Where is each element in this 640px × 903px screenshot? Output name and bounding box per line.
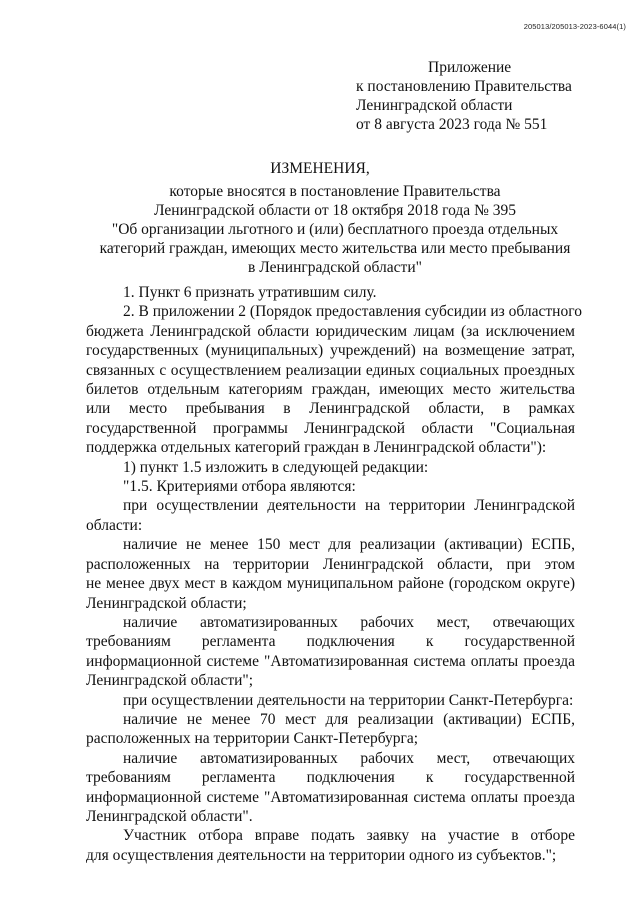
paragraph [86, 477, 575, 496]
paragraph-line: информационной системе "Автоматизированная система оплаты проезда [86, 788, 575, 806]
paragraph-line: поддержка отдельных категорий граждан в Ленинградской области"): [86, 439, 547, 457]
subtitle-line: которые вносятся в постановление Правительства [169, 183, 501, 200]
subtitle-line: в Ленинградской области" [248, 259, 422, 276]
paragraph-line: билетов отдельным категориям граждан, имеющих место жительства [86, 381, 575, 399]
document-id: 205013/205013-2023-6044(1) [523, 22, 626, 31]
paragraph-line: Ленинградской области; [86, 594, 247, 612]
paragraph-line: расположенных на территории Ленинградской области, при этом [86, 555, 575, 573]
paragraph-line: государственной программы Ленинградской области "Социальная [86, 419, 575, 437]
paragraph-line: "1.5. Критериями отбора являются: [123, 478, 356, 496]
paragraph [86, 826, 575, 865]
paragraph-line: Ленинградской области"; [86, 672, 254, 690]
subtitle-line: категорий граждан, имеющих место жительства или место пребывания [99, 240, 571, 257]
paragraph-line: области: [86, 516, 143, 534]
appendix-block [356, 58, 572, 134]
document-heading: ИЗМЕНЕНИЯ, [270, 160, 370, 177]
paragraph-line: или место пребывания в Ленинградской области, в рамках [86, 400, 575, 418]
paragraph-line: требованиям регламента подключения к государственной [86, 769, 575, 787]
paragraph [86, 302, 582, 457]
paragraph [86, 749, 575, 827]
paragraph-line: для осуществления деятельности на территории одного из субъектов."; [86, 846, 557, 864]
subtitle-line: "Об организации льготного и (или) бесплатного проезда отдельных [111, 221, 559, 238]
paragraph-line: требованиям регламента подключения к государственной [86, 633, 575, 651]
paragraph-line: 2. В приложении 2 (Порядок предоставления субсидии из областного [123, 303, 582, 321]
paragraph-line: наличие не менее 70 мест для реализации (активации) ЕСПБ, [123, 710, 575, 728]
paragraph [86, 613, 575, 691]
appendix-line: Ленинградской области [356, 97, 513, 114]
paragraph-line: наличие не менее 150 мест для реализации (активации) ЕСПБ, [123, 536, 575, 554]
paragraph [86, 283, 575, 302]
paragraph [86, 691, 575, 710]
subtitle-line: Ленинградской области от 18 октября 2018 года № 395 [154, 202, 516, 219]
paragraph-line: расположенных на территории Санкт-Петербурга; [86, 730, 419, 748]
paragraph-line: 1. Пункт 6 признать утратившим силу. [123, 284, 377, 301]
paragraph-line: Ленинградской области". [86, 807, 253, 825]
appendix-line: к постановлению Правительства [356, 78, 572, 95]
paragraph [86, 458, 575, 477]
paragraph [86, 535, 575, 613]
paragraph-line: при осуществлении деятельности на территории Санкт-Петербурга: [123, 691, 574, 709]
paragraph [86, 496, 575, 535]
paragraph [86, 710, 575, 749]
document-subtitle [95, 182, 575, 277]
paragraph-line: информационной системе "Автоматизированная система оплаты проезда [86, 652, 575, 670]
paragraph-line: 1) пункт 1.5 изложить в следующей редакции: [123, 458, 429, 476]
paragraph-line: наличие автоматизированных рабочих мест, отвечающих [123, 613, 575, 631]
document-body [86, 283, 582, 865]
paragraph-line: государственных (муниципальных) учреждений) на возмещение затрат, [86, 342, 575, 360]
paragraph-line: Участник отбора вправе подать заявку на участие в отборе [123, 827, 575, 845]
paragraph-line: при осуществлении деятельности на территории Ленинградской [123, 497, 575, 515]
paragraph-line: связанных с осуществлением реализации единых социальных проездных [86, 361, 575, 379]
paragraph-line: не менее двух мест в каждом муниципальном районе (городском округе) [86, 575, 575, 593]
paragraph-line: наличие автоматизированных рабочих мест, отвечающих [123, 749, 575, 767]
paragraph-line: бюджета Ленинградской области юридическим лицам (за исключением [86, 322, 575, 340]
appendix-line: Приложение [428, 59, 512, 76]
appendix-line: от 8 августа 2023 года № 551 [356, 116, 548, 133]
